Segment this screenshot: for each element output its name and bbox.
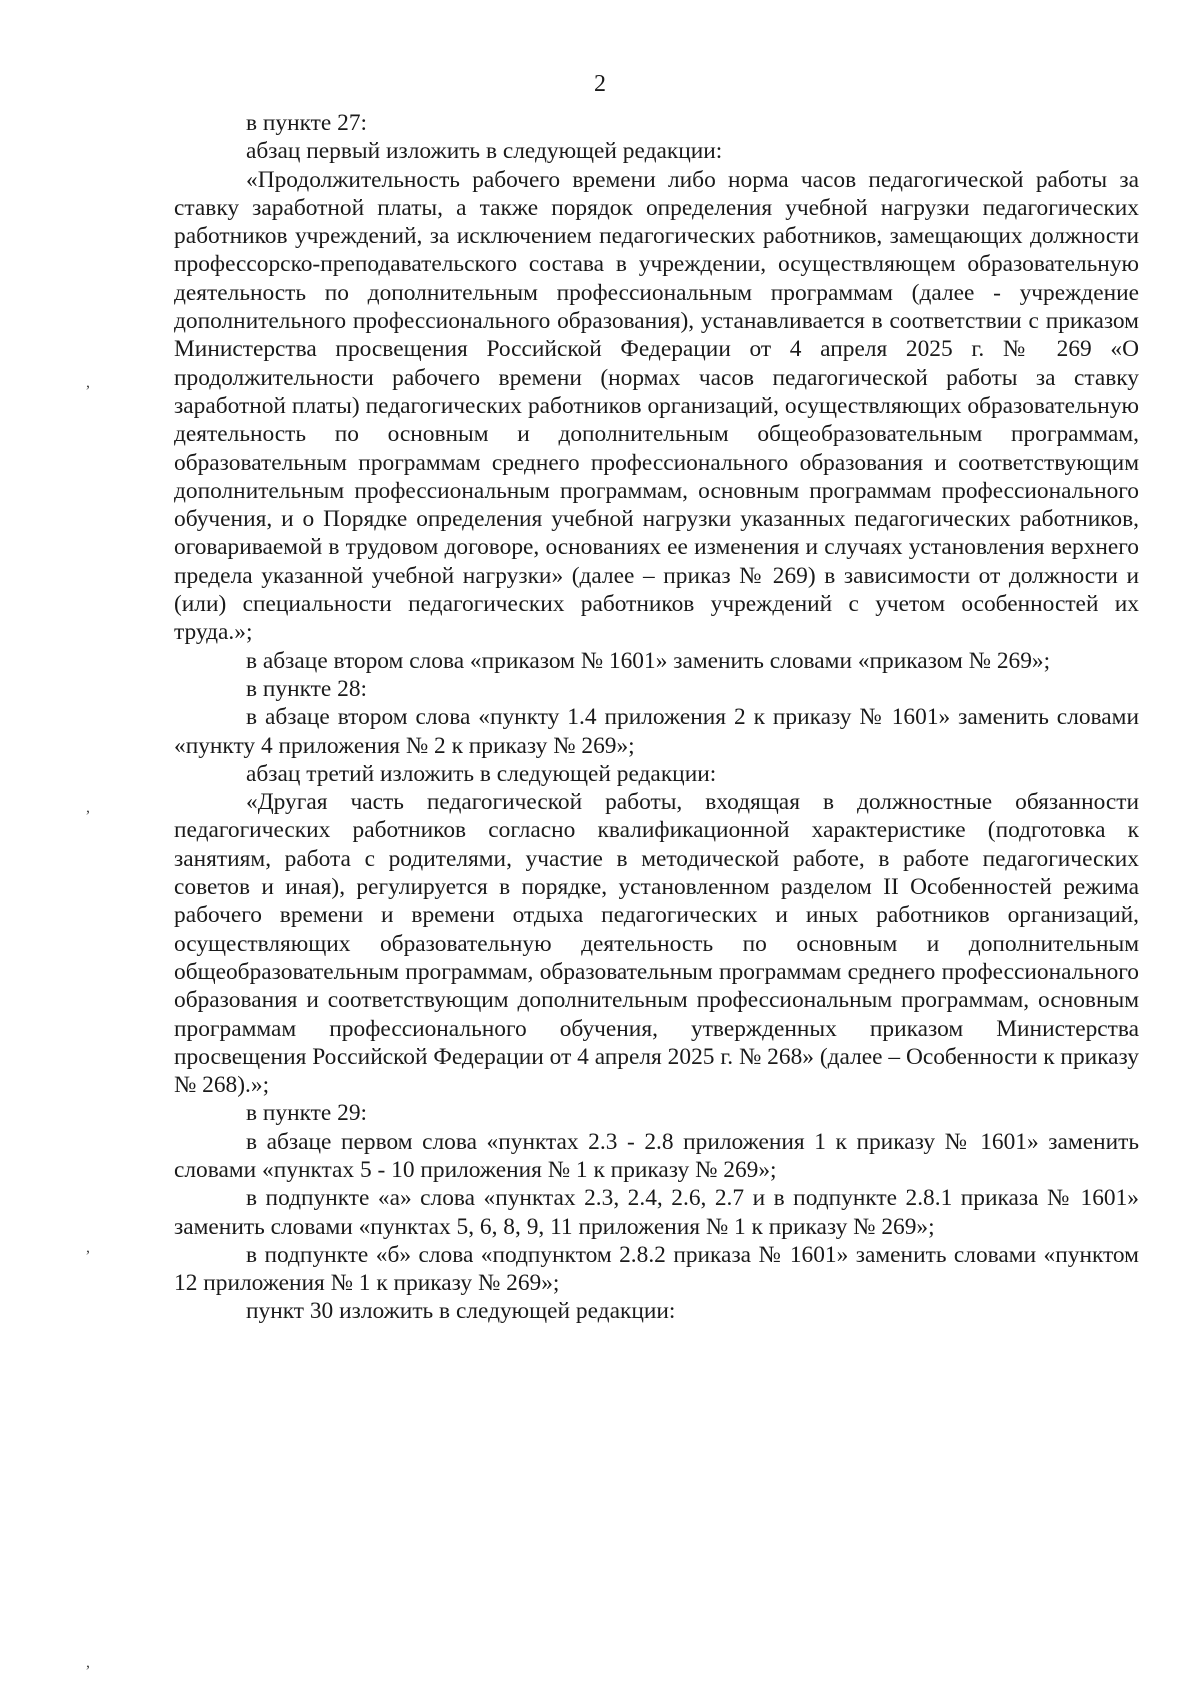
paragraph: в пункте 28: — [246, 675, 368, 702]
scan-mark: , — [86, 1239, 90, 1256]
document-body — [174, 109, 1139, 1326]
scan-mark: , — [86, 1654, 90, 1671]
paragraph: «Продолжительность рабочего времени либо норма часов педагогической работы за ставку заработной платы, а также порядок определения учебной нагрузки педагогических работников учреждений, за исключением педагогических работников, замещающих должности профессорско-преподавательского состава в учреждении, осуществляющем образовательную деятельность по дополнительным профессиональным программам (далее - учреждение дополнительного профессионального образования), устанавливается в соответствии с приказом Министерства просвещения Российской Федерации от 4 апреля 2025 г. № 269 «О продолжительности рабочего времени (нормах часов педагогической работы за ставку заработной платы) педагогических работников организаций, осуществляющих образовательную деятельность по основным и дополнительным общеобразовательным программам, образовательным программам среднего профессионального образования и соответствующим дополнительным профессиональным программам, основным программам профессионального обучения, и о Порядке определения учебной нагрузки указанных педагогических работников, оговариваемой в трудовом договоре, основаниях ее изменения и случаях установления верхнего предела указанной учебной нагрузки» (далее – приказ № 269) в зависимости от должности и (или) специальности педагогических работников учреждений с учетом особенностей их труда.»; — [174, 166, 1139, 646]
paragraph: в пункте 27: — [246, 110, 368, 136]
paragraph: пункт 30 изложить в следующей редакции: — [246, 1298, 676, 1325]
paragraph: в абзаце втором слова «приказом № 1601» заменить словами «приказом № 269»; — [246, 647, 1051, 674]
paragraph: в подпункте «а» слова «пунктах 2.3, 2.4, 2.6, 2.7 и в подпункте 2.8.1 приказа № 1601» заменить словами «пунктах 5, 6, 8, 9, 11 приложения № 1 к приказу № 269»; — [174, 1185, 1139, 1240]
scan-mark: , — [86, 799, 90, 816]
paragraph: «Другая часть педагогической работы, входящая в должностные обязанности педагогических работников согласно квалификационной характеристике (подготовка к занятиям, работа с родителями, участие в методической работе, в работе педагогических советов и иная), регулируется в порядке, установленном разделом II Особенностей режима рабочего времени и времени отдыха педагогических и иных работников организаций, осуществляющих образовательную деятельность по основным и дополнительным общеобразовательным программам, образовательным программам среднего профессионального образования и соответствующим дополнительным профессиональным программам, основным программам профессионального обучения, утвержденных приказом Министерства просвещения Российской Федерации от 4 апреля 2025 г. № 268» (далее – Особенности к приказу № 268).»; — [174, 789, 1139, 1099]
page-number: 2 — [594, 71, 606, 97]
paragraph: в подпункте «б» слова «подпунктом 2.8.2 приказа № 1601» заменить словами «пунктом 12 приложения № 1 к приказу № 269»; — [174, 1241, 1139, 1297]
paragraph: в абзаце втором слова «пункту 1.4 приложения 2 к приказу № 1601» заменить словами «пункту 4 приложения № 2 к приказу № 269»; — [174, 704, 1139, 759]
paragraph: абзац первый изложить в следующей редакции: — [246, 138, 723, 165]
paragraph: в пункте 29: — [246, 1100, 368, 1127]
paragraph: в абзаце первом слова «пунктах 2.3 - 2.8 приложения 1 к приказу № 1601» заменить словами «пунктах 5 - 10 приложения № 1 к приказу № 269»; — [174, 1128, 1139, 1183]
scan-mark: , — [86, 374, 90, 391]
paragraph: абзац третий изложить в следующей редакции: — [246, 760, 717, 787]
